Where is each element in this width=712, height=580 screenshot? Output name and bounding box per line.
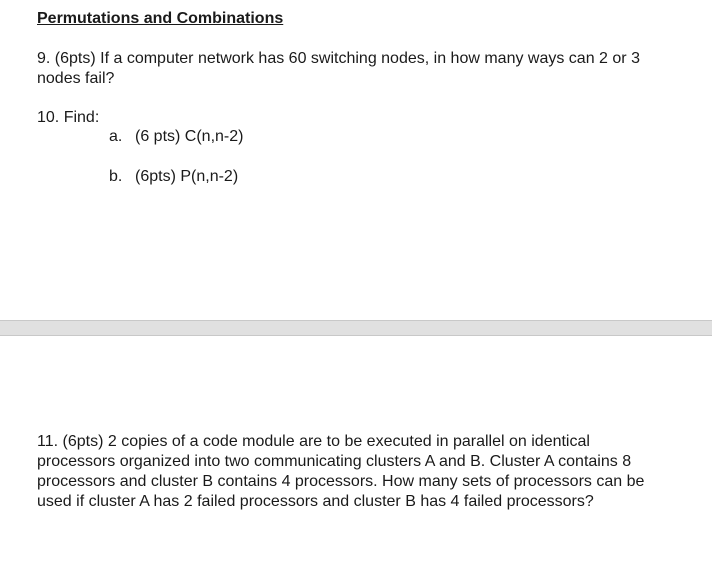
question-10-part-b [109,168,238,186]
part-a-text: (6 pts) C(n,n-2) [135,128,244,145]
question-11: 11. (6pts) 2 copies of a code module are to be executed in parallel on identical processors organized into two communicating clusters A and B. Cluster A contains 8 processors and cluster B contains 4 processors. How many sets of processors can be used if cluster A has 2 failed processors and cluster B has 4 failed processors? [37,433,645,510]
page-separator [0,320,712,336]
question-10-part-a [109,128,243,146]
section-heading: Permutations and Combinations [37,10,284,27]
part-b-marker: b. [109,168,123,185]
part-a-marker: a. [109,128,123,145]
part-b-text: (6pts) P(n,n-2) [135,168,239,185]
question-10: 10. Find: [37,109,100,126]
question-9: 9. (6pts) If a computer network has 60 switching nodes, in how many ways can 2 or 3 nodes fail? [37,50,640,87]
